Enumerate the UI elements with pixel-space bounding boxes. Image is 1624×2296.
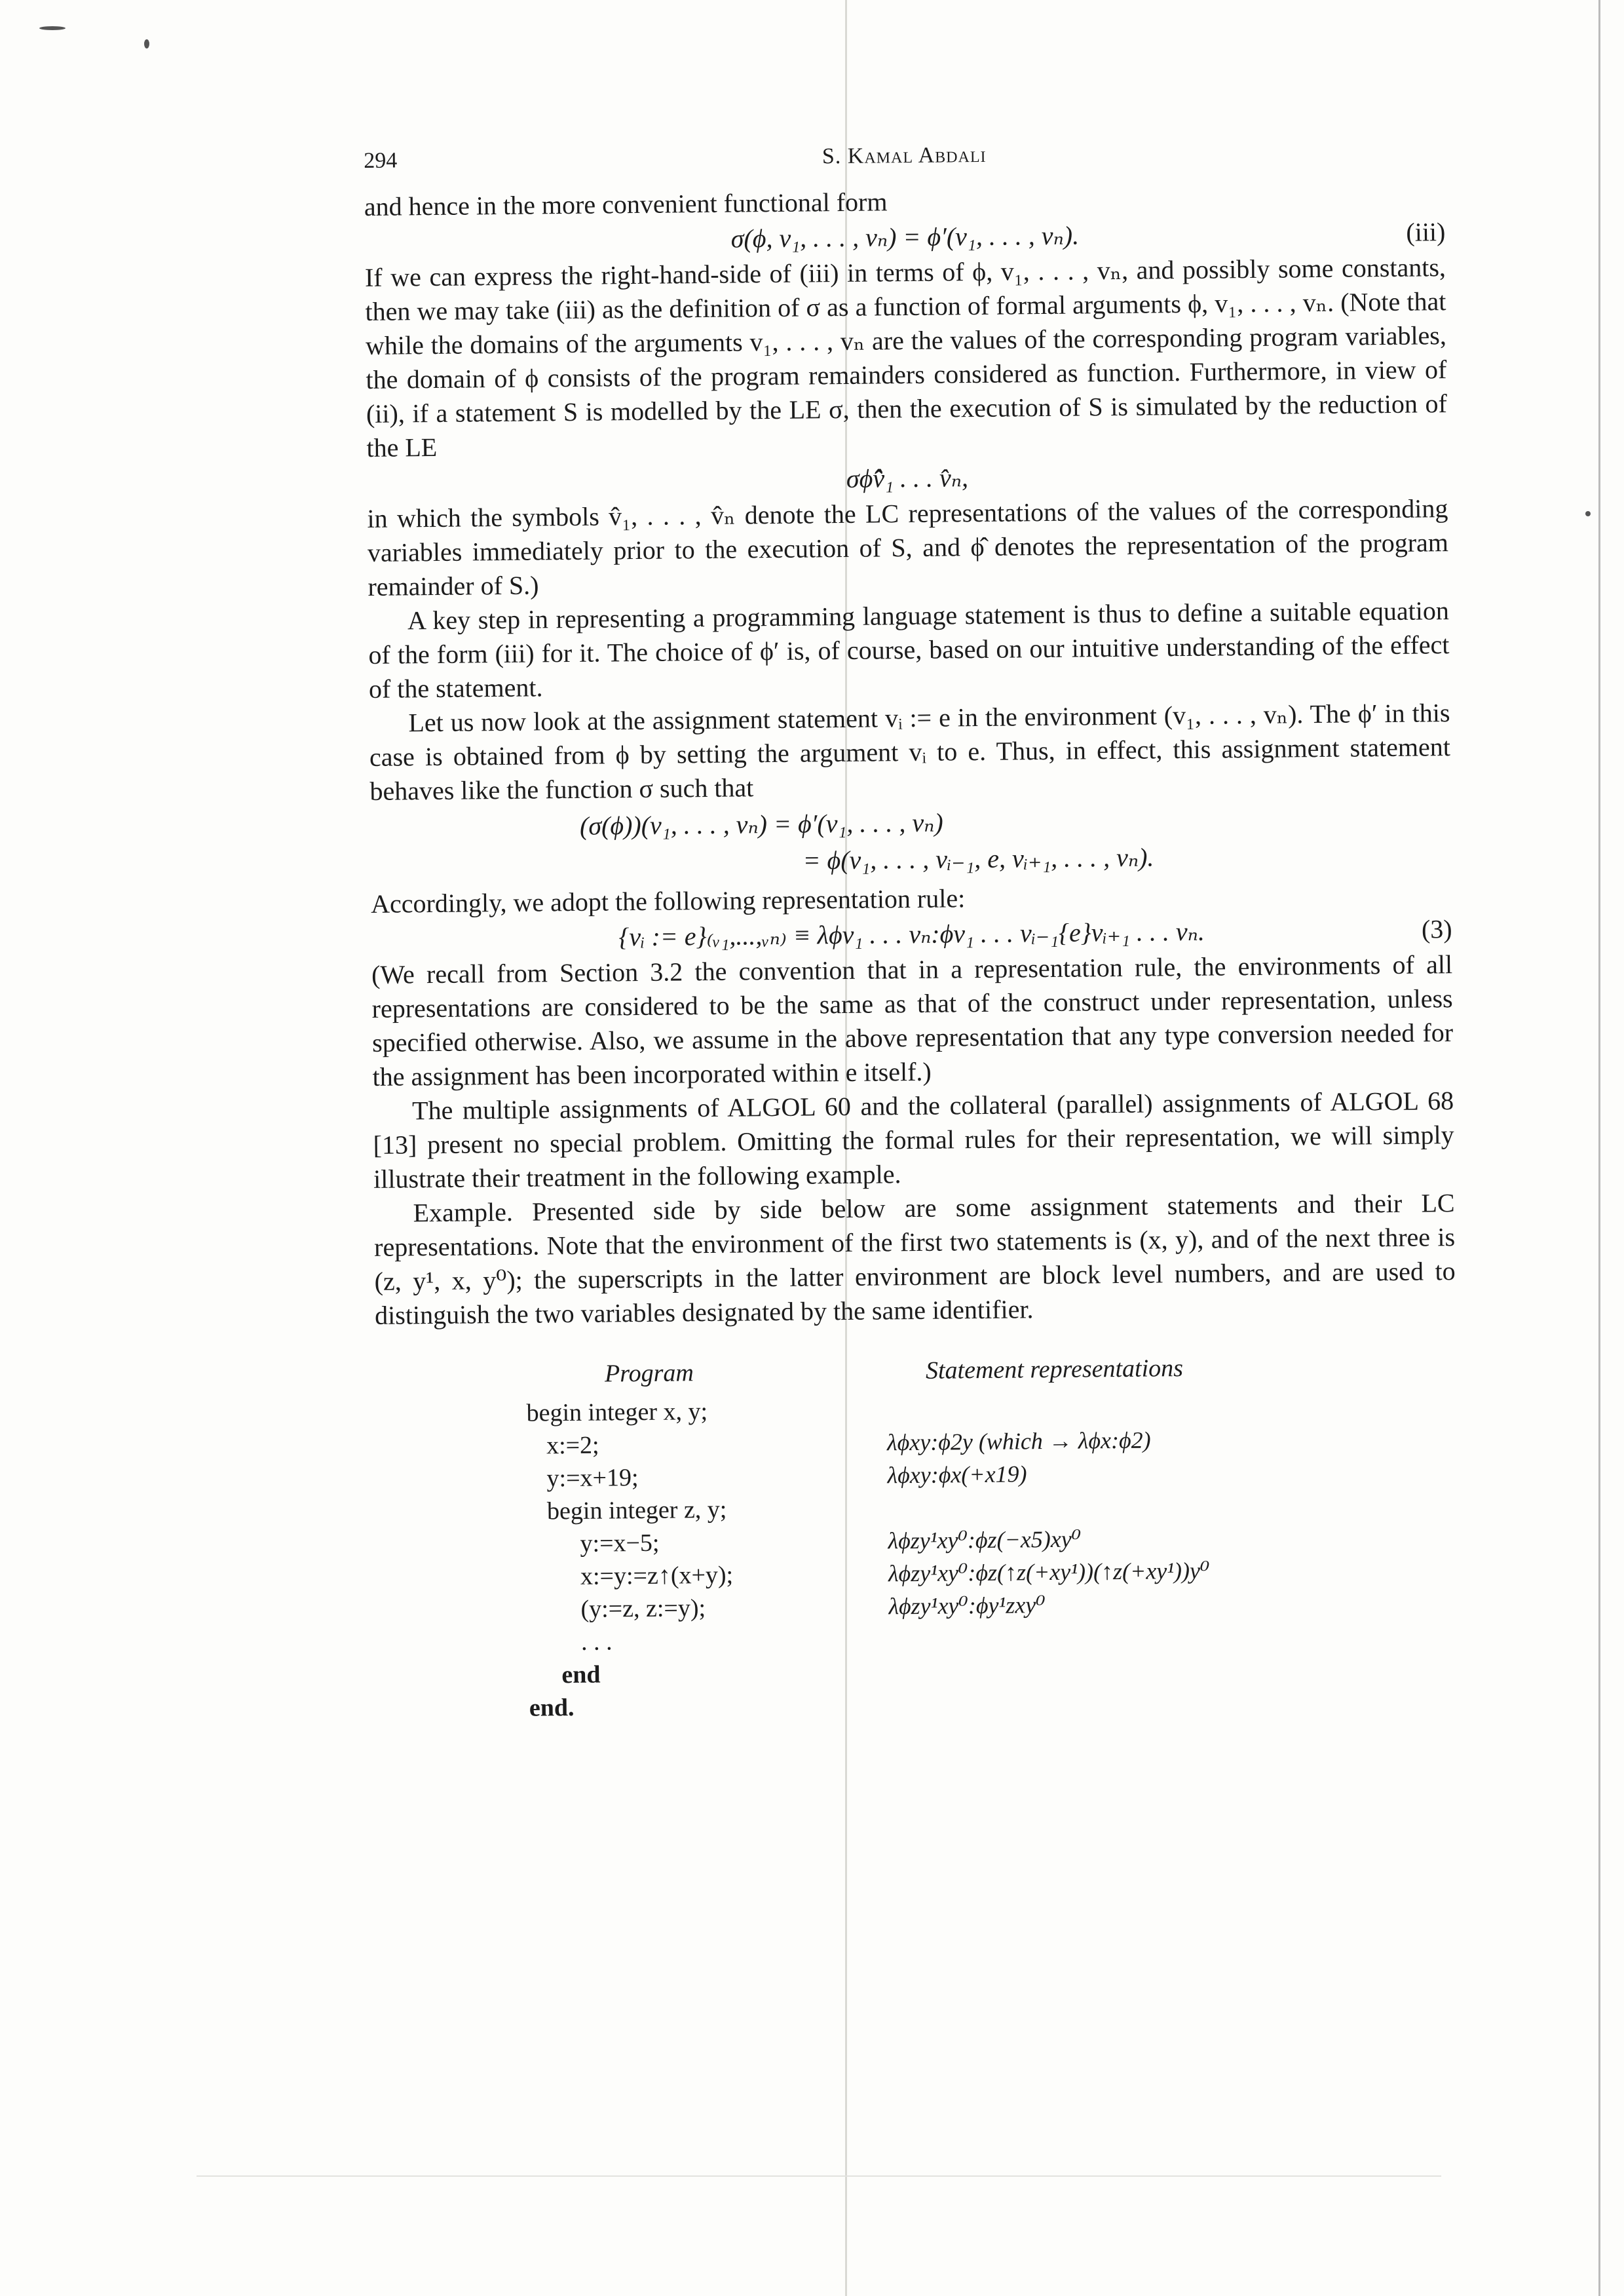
page-number: 294 <box>364 148 398 173</box>
paragraph: The multiple assignments of ALGOL 60 and the collateral (parallel) assignments of ALGOL 68 [13] present no special problem. Omitting the formal rules for their representation, we will simply illustrate their treatment in the following example. <box>373 1086 1454 1194</box>
paragraph: and hence in the more convenient functional form <box>364 187 888 221</box>
equation-number: (iii) <box>1406 217 1446 247</box>
paragraph: Example. Presented side by side below are some assignment statements and their LC representations. Note that the environment of the first two statements is (x, y), and of the next three is (z, y¹, x, y⁰); the superscripts in the latter environment are block level numbers, and are used to distinguish the two variables designated by the same identifier. <box>373 1188 1456 1330</box>
paragraph: (We recall from Section 3.2 the convention that in a representation rule, the environments of all representations are considered to be the same as that of the construct under representation, unless specified otherwise. Also, we assume in the above representation that any type conversion needed for the assignment has been incorporated within e itself.) <box>371 949 1454 1092</box>
program-line: x:=2; <box>546 1431 599 1460</box>
program-heading: Program <box>604 1359 694 1388</box>
program-line: y:=x+19; <box>546 1464 639 1493</box>
program-line: . . . <box>580 1628 613 1656</box>
example-block <box>375 1349 1460 1726</box>
program-line: end. <box>529 1694 575 1722</box>
paragraph: in which the symbols v̂₁, . . . , v̂ₙ denote the LC representations of the values of the corresponding variables immediately prior to the execution of S, and ϕ̂ denotes the representation of the program remainder of S.) <box>367 493 1449 602</box>
paper-page <box>364 134 1460 1726</box>
scan-edge-line <box>1598 0 1600 2296</box>
representation-line: λϕzy¹xy⁰:ϕy¹zxy⁰ <box>888 1592 1046 1620</box>
equation-text: σ(ϕ, v₁, . . . , vₙ) = ϕ′(v₁, . . . , vₙ). <box>730 220 1080 254</box>
scan-speck <box>1585 511 1591 516</box>
scan-speck <box>39 26 66 30</box>
representation-line: λϕzy¹xy⁰:ϕz(−x5)xy⁰ <box>888 1525 1082 1554</box>
equation-line: = ϕ(v₁, . . . , vᵢ₋₁, e, vᵢ₊₁, . . . , vₙ). <box>803 842 1154 875</box>
program-line: x:=y:=z↑(x+y); <box>580 1561 734 1590</box>
representation-list <box>887 1423 1210 1623</box>
scan-bottom-line <box>197 2175 1441 2177</box>
program-line: end <box>561 1660 601 1689</box>
representation-line: λϕzy¹xy⁰:ϕz(↑z(+xy¹))(↑z(+xy¹))y⁰ <box>888 1557 1210 1587</box>
representation-line: λϕxy:ϕx(+x19) <box>887 1461 1027 1489</box>
paragraph: A key step in representing a programming language statement is thus to define a suitable equation of the form (iii) for it. The choice of ϕ′ is, of course, based on our intuitive understanding of the effect of the statement. <box>368 596 1450 704</box>
program-line: begin integer z, y; <box>546 1495 727 1525</box>
representation-gap <box>888 1489 1209 1525</box>
equation-reduction: σϕ̂v̂₁ . . . v̂ₙ, <box>846 463 969 493</box>
program-line: (y:=z, z:=y); <box>580 1594 706 1623</box>
representation-line: λϕxy:ϕ2y (which → λϕx:ϕ2) <box>886 1426 1151 1456</box>
running-head: S. Kamal Abdali <box>821 142 987 169</box>
program-listing <box>526 1395 734 1725</box>
paragraph: If we can express the right-hand-side of (iii) in terms of ϕ, v₁, . . . , vₙ, and possibly some constants, then we may take (iii) as the definition of σ as a function of formal arguments ϕ, v₁, . . . , vₙ. (Note that while the domains of the arguments v₁, . . . , vₙ are the values of the corresponding program variables, the domain of ϕ consists of the program remainders considered as function. Furthermore, in view of (ii), if a statement S is modelled by the LE σ, then the execution of S is simulated by the reduction of the LE <box>364 252 1448 463</box>
paragraph: Let us now look at the assignment statement vᵢ := e in the environment (v₁, . . . , vₙ). The ϕ′ in this case is obtained from ϕ by setting the argument vᵢ to e. Thus, in effect, this assignment statement behaves like the function σ such that <box>369 698 1451 806</box>
equation-assignment <box>580 801 1452 883</box>
scan-speck <box>144 39 149 48</box>
equation-number: (3) <box>1421 914 1452 944</box>
representations-heading: Statement representations <box>925 1354 1184 1385</box>
equation-line: (σ(ϕ))(v₁, . . . , vₙ) = ϕ′(v₁, . . . , vₙ) <box>579 807 943 841</box>
equation-text: {vᵢ := e}₍ᵥ₁,...,ᵥₙ₎ ≡ λϕv₁ . . . vₙ:ϕv₁ . . . vᵢ₋₁{e}vᵢ₊₁ . . . vₙ. <box>618 916 1205 952</box>
paragraph: Accordingly, we adopt the following representation rule: <box>370 883 966 919</box>
program-line: y:=x−5; <box>580 1529 660 1558</box>
program-line: begin integer x, y; <box>526 1398 708 1427</box>
